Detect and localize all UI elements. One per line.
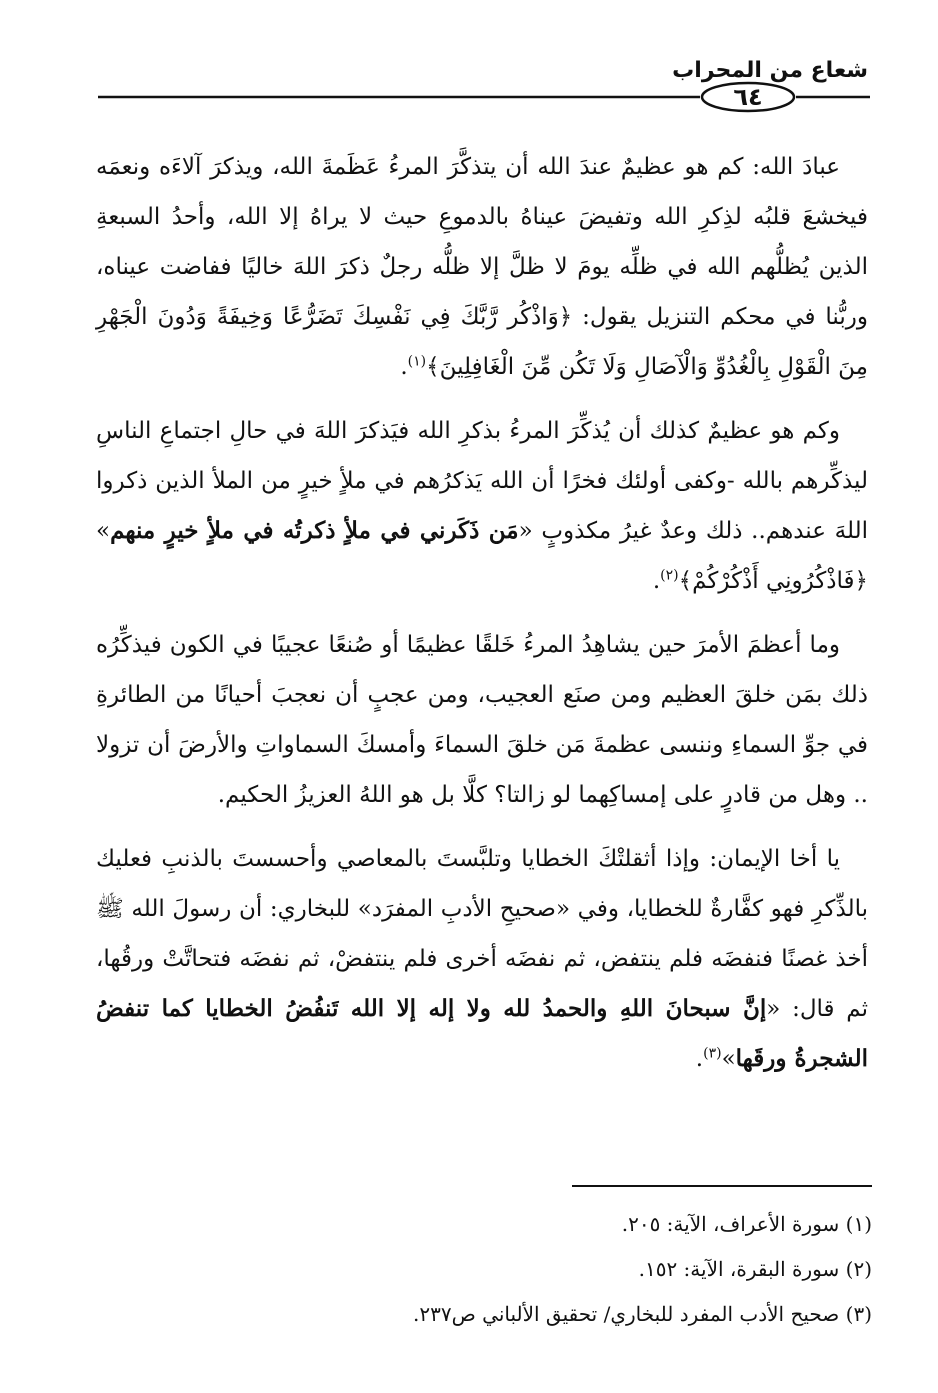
quote-close: » — [96, 518, 111, 544]
running-title: شعاع من المحراب — [672, 58, 868, 83]
paragraph-end: . — [695, 1046, 704, 1072]
paragraph-dhikr-greatness — [96, 142, 868, 392]
paragraph-text: عبادَ الله: كم هو عظيمٌ عندَ الله أن يتذكَّرَ المرءُ عَظَمةَ الله، ويذكرَ آلاءَه ونعمَه فيخشعَ قلبُه لذِكرِ الله وتفيضَ عيناهُ بالدموعِ حيث لا يراهُ إلا الله، وأحدُ السبعةِ الذين يُظلُّهم الله في ظلِّه يومَ لا ظلَّ إلا ظلُّه رجلٌ ذكرَ اللهَ خاليًا ففاضت عيناه، وربُّنا في محكم التنزيل يقول: — [96, 154, 868, 330]
footnotes — [96, 1202, 872, 1337]
hadith-quote: إنَّ سبحانَ اللهِ والحمدُ لله ولا إله إلا الله تَنفُضُ الخطايا كما تنفضُ الشجرةُ ورقَها — [96, 995, 868, 1072]
page-number: ٦٤ — [733, 83, 763, 111]
quote-close: » — [721, 1046, 736, 1072]
footnote-3: (٣) صحيح الأدب المفرد للبخاري/ تحقيق الألباني ص٢٣٧. — [413, 1302, 872, 1326]
paragraph-remind-others — [96, 406, 868, 606]
quran-verse: ﴿فَاذْكُرُونِي أَذْكُرْكُمْ﴾ — [678, 568, 868, 594]
paragraph-text: يا أخا الإيمان: وإذا أثقلتْكَ الخطايا وتلبَّستَ بالمعاصي وأحسستَ بالذنبِ فعليك بالذِّكرِ فهو كفَّارةٌ للخطايا، وفي «صحيحِ الأدبِ المفرَد» للبخاري: أن رسولَ الله ﷺ أخذ غصنًا فنفضَه فلم ينتفض، ثم نفضَه أخرى فلم ينتفضْ، ثم نفضَه فتحاتَّتْ ورقُها، ثم قال: « — [96, 846, 868, 1022]
header-rule — [0, 80, 938, 120]
paragraph-text: وكم هو عظيمٌ كذلك أن يُذكِّرَ المرءُ بذكرِ الله فيَذكرَ اللهَ في حالِ اجتماعِ الناسِ ليذكِّرهم بالله -وكفى أولئك فخرًا أن الله يَذكرُهم في ملأٍ خيرٍ من الملأ الذين ذكروا اللهَ عندهم.. ذلك وعدٌ غيرُ مكذوبٍ « — [96, 418, 868, 544]
paragraph-creation: وما أعظمَ الأمرَ حين يشاهِدُ المرءُ خَلقًا عظيمًا أو صُنعًا عجيبًا في الكون فيذكِّرُه ذلك بمَن خلقَ العظيم ومن صنَع العجيب، ومن عجبٍ أن نعجبَ أحيانًا من الطائرةِ في جوِّ السماءِ وننسى عظمةَ مَن خلقَ السماءَ وأمسكَ السماواتِ والأرضَ أن تزولا .. وهل من قادرٍ على إمساكِهما لو زالتا؟ كلَّا بل هو اللهُ العزيزُ الحكيم. — [96, 632, 868, 808]
footnote-ref-3: (٣) — [703, 1045, 722, 1062]
paragraph-sins — [96, 834, 868, 1084]
page-header — [0, 0, 938, 110]
paragraph-end: . — [400, 354, 408, 380]
footnote-1: (١) سورة الأعراف، الآية: ٢٠٥. — [621, 1212, 872, 1236]
quran-verse: ﴿وَاذْكُر رَّبَّكَ فِي نَفْسِكَ تَضَرُّعًا وَخِيفَةً وَدُونَ الْجَهْرِ مِنَ الْقَوْلِ بِالْغُدُوِّ وَالْآصَالِ وَلَا تَكُن مِّنَ الْغَافِلِينَ﴾ — [96, 304, 868, 380]
paragraph-end: . — [652, 568, 661, 594]
body-text — [96, 142, 868, 1084]
footnote-ref-1: (١) — [407, 353, 427, 370]
footnote-separator — [572, 1185, 872, 1187]
footnote-ref-2: (٢) — [660, 567, 679, 584]
footnote-2: (٢) سورة البقرة، الآية: ١٥٢. — [638, 1257, 872, 1281]
hadith-quote: مَن ذَكَرني في ملأٍ ذكرتُه في ملأٍ خيرٍ منهم — [110, 517, 519, 544]
